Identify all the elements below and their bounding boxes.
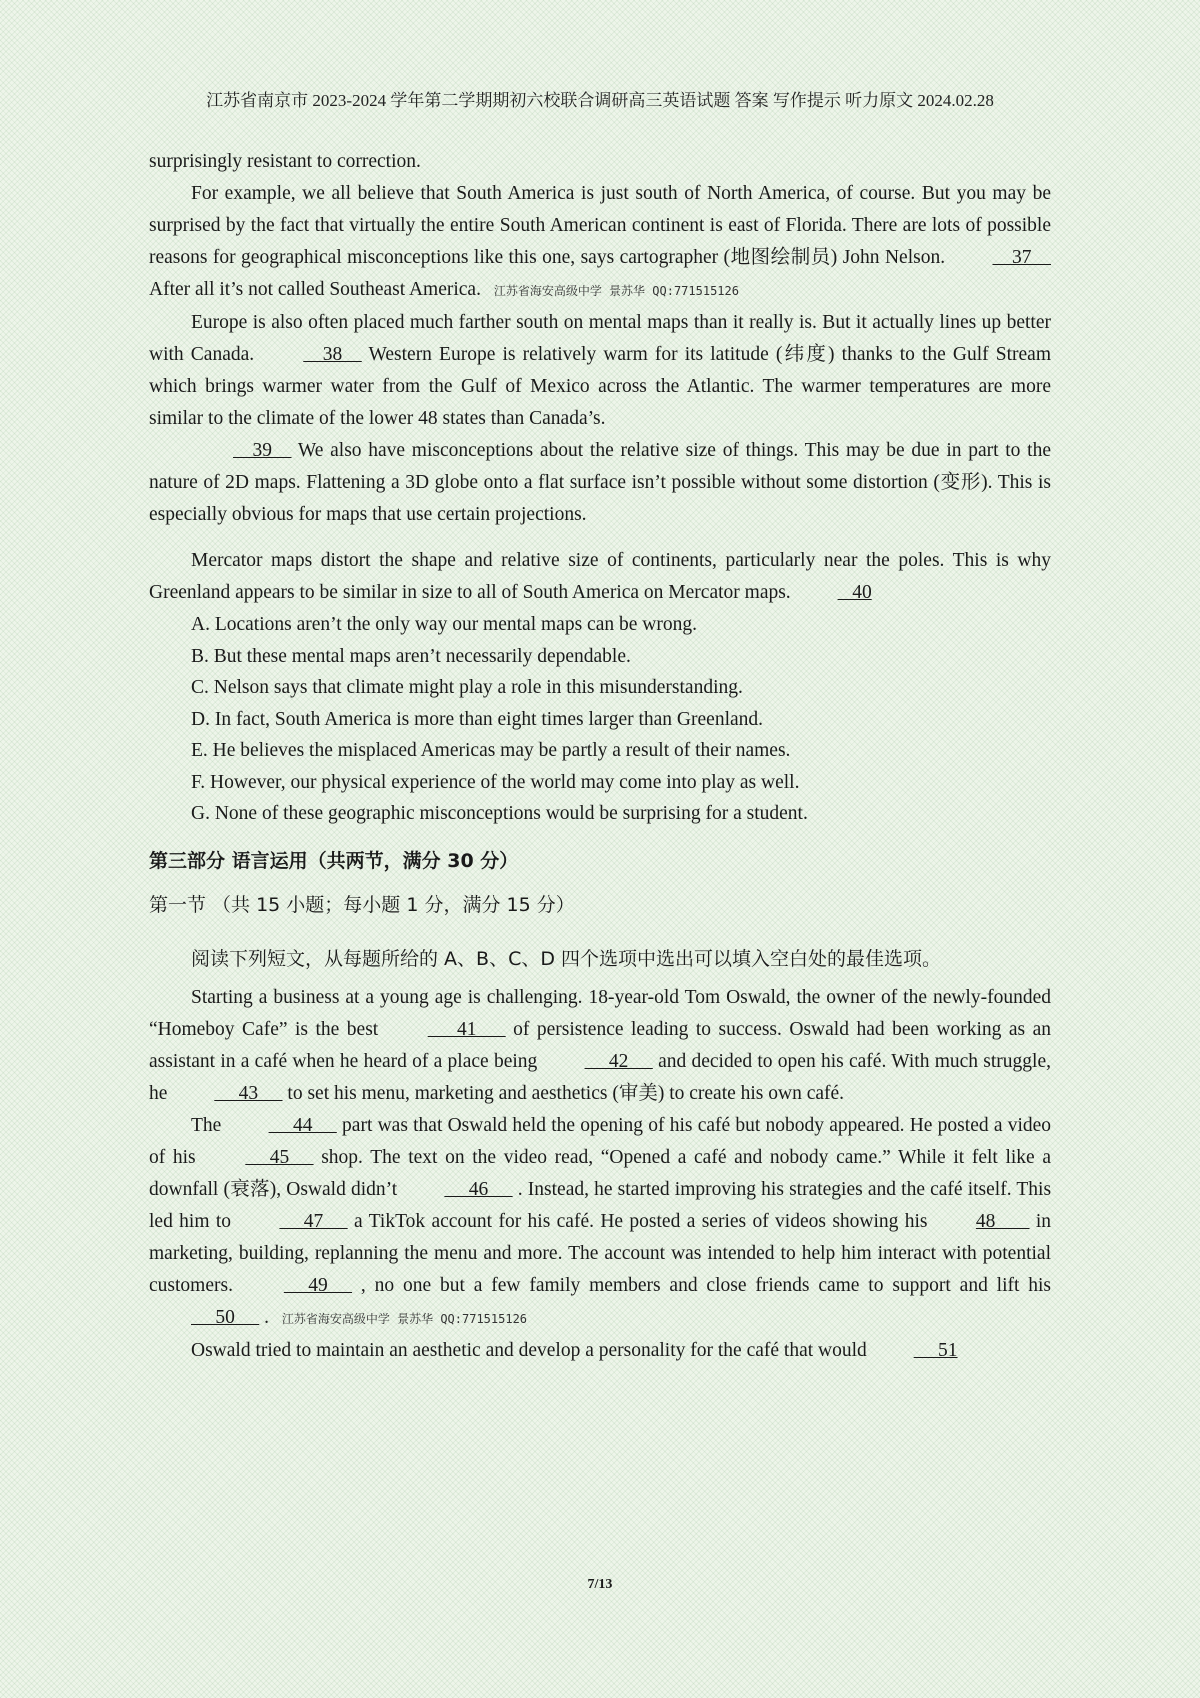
blank-41: 41 [427, 1018, 506, 1040]
option-f: F. However, our physical experience of the world may come into play as well. [191, 771, 800, 793]
blank-47: 47 [279, 1210, 348, 1232]
paragraph [149, 545, 1051, 609]
instructions: 阅读下列短文，从每题所给的 A、B、C、D 四个选项中选出可以填入空白处的最佳选项。 [191, 947, 942, 970]
watermark: 江苏省海安高级中学 景苏华 QQ:771515126 [281, 1311, 528, 1326]
blank-37: 37 [992, 247, 1051, 268]
text: , no one but a few family members and close friends came to support and lift his [360, 1274, 1052, 1296]
paragraph [149, 307, 1051, 435]
text: Western Europe is relatively warm for its latitude (纬度) thanks to the Gulf Stream which brings warmer water from the Gulf of Mexico across the Atlantic. The warmer temperatures are more similar to the climate of the lower 48 states than Canada’s. [149, 344, 1052, 429]
text: a TikTok account for his café. He posted a series of videos showing his [354, 1210, 928, 1232]
text: and decided to open his café. With much struggle, he [149, 1050, 1051, 1104]
blank-46: 46 [444, 1178, 513, 1200]
paragraph [149, 1335, 1051, 1367]
blank-39: 39 [233, 440, 292, 461]
option-c: C. Nelson says that climate might play a role in this misunderstanding. [191, 677, 743, 698]
blank-49: 49 [283, 1274, 353, 1296]
text: shop. The text on the video read, “Opened a café and nobody came.” While it felt like a downfall (衰落), Oswald didn’t [149, 1146, 1052, 1200]
option-e: E. He believes the misplaced Americas may be partly a result of their names. [191, 740, 791, 761]
option-b: B. But these mental maps aren’t necessarily dependable. [191, 645, 631, 667]
blank-48: 48 [975, 1210, 1030, 1232]
paragraph [149, 982, 1051, 1110]
text: part was that Oswald held the opening of his café but nobody appeared. He posted a video of his [149, 1114, 1052, 1168]
text: in marketing, building, replanning the menu and more. The account was intended to help him interact with potential customers. [149, 1210, 1052, 1296]
blank-43: 43 [214, 1082, 283, 1104]
text: For example, we all believe that South America is just south of North America, of course. But you may be surprised by the fact that virtually the entire South American continent is east of Florida. There are lots of possible reasons for geographical misconceptions like this one, says cartographer (地图绘制员) John Nelson. [149, 183, 1051, 268]
watermark: 江苏省海安高级中学 景苏华 QQ:771515126 [493, 284, 739, 298]
paragraph [149, 146, 1051, 178]
page-number: 7/13 [587, 1577, 613, 1592]
text: We also have misconceptions about the relative size of things. This may be due in part to the nature of 2D maps. Flattening a 3D globe onto a flat surface isn’t possible without some distortion (变形). This is especially obvious for maps that use certain projections. [149, 440, 1051, 525]
text: Mercator maps distort the shape and relative size of continents, particularly near the poles. This is why Greenland appears to be similar in size to all of South America on Mercator maps. [149, 550, 1051, 603]
blank-44: 44 [268, 1114, 337, 1136]
options-list [149, 609, 1051, 830]
blank-38: 38 [303, 344, 362, 365]
option-a: A. Locations aren’t the only way our mental maps can be wrong. [191, 614, 697, 635]
blank-40: 40 [837, 582, 872, 603]
section-title: 第三部分 语言运用（共两节，满分 30 分） [149, 849, 519, 872]
text: After all it’s not called Southeast America. [149, 279, 481, 300]
text: . [264, 1306, 269, 1328]
blank-42: 42 [584, 1050, 653, 1072]
paragraph [149, 178, 1051, 307]
text: Europe is also often placed much farther south on mental maps than it really is. But it actually lines up better with Canada. [149, 312, 1051, 365]
blank-45: 45 [245, 1146, 314, 1168]
blank-51: 51 [913, 1339, 958, 1361]
paragraph [149, 1110, 1051, 1335]
option-g: G. None of these geographic misconceptions would be surprising for a student. [191, 803, 808, 824]
text: of persistence leading to success. Oswald had been working as an assistant in a café when he heard of a place being [149, 1018, 1051, 1072]
text: Oswald tried to maintain an aesthetic and develop a personality for the café that would [191, 1339, 867, 1361]
text: surprisingly resistant to correction. [149, 151, 421, 172]
page-header: 江苏省南京市 2023-2024 学年第二学期期初六校联合调研高三英语试题 答案 写作提示 听力原文 2024.02.28 [206, 91, 994, 110]
blank-50: 50 [191, 1306, 260, 1328]
subsection-title: 第一节 （共 15 小题；每小题 1 分，满分 15 分） [149, 893, 575, 916]
text: Starting a business at a young age is challenging. 18-year-old Tom Oswald, the owner of the newly-founded “Homeboy Cafe” is the best [149, 986, 1051, 1040]
text: to set his menu, marketing and aesthetics (审美) to create his own café. [287, 1082, 845, 1104]
text: The [191, 1114, 222, 1136]
paragraph [149, 435, 1051, 531]
text: . Instead, he started improving his strategies and the café itself. This led him to [149, 1178, 1052, 1232]
document-body [149, 146, 1051, 1367]
option-d: D. In fact, South America is more than eight times larger than Greenland. [191, 708, 764, 730]
